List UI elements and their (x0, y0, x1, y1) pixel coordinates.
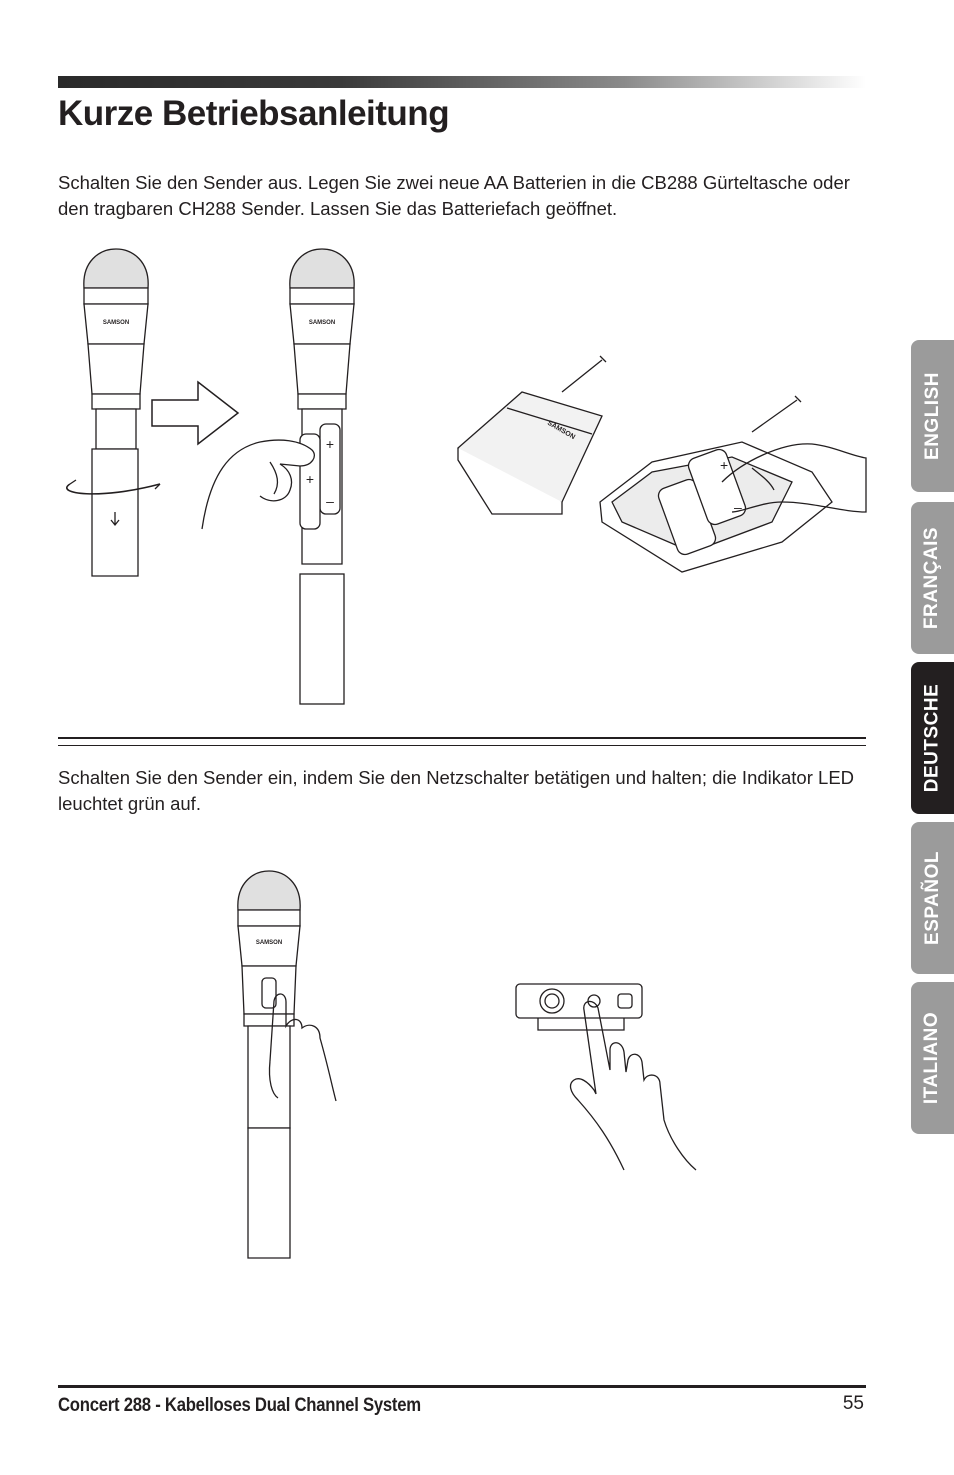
beltpack-brand-label: SAMSON (546, 419, 577, 442)
tab-francais[interactable] (911, 502, 954, 654)
beltpack-battery-plus: + (720, 457, 729, 473)
tab-deutsche[interactable] (911, 662, 954, 814)
tab-english[interactable] (911, 340, 954, 492)
tab-english-label: ENGLISH (921, 372, 943, 460)
battery-minus-sign: – (326, 493, 334, 509)
header-gradient-bar (58, 76, 866, 88)
footer-title: Concert 288 - Kabelloses Dual Channel System (58, 1395, 421, 1416)
beltpack-power-illustration (514, 980, 704, 1175)
handheld-mic-batteries-illustration (200, 244, 360, 709)
beltpack-illustration (452, 352, 868, 580)
mic-brand-label-2: SAMSON (308, 320, 336, 326)
tab-espanol[interactable] (911, 822, 954, 974)
battery-plus-sign-2: + (305, 471, 315, 487)
section-divider-thin (58, 745, 866, 746)
beltpack-battery-minus: – (734, 499, 742, 515)
battery-plus-sign: + (325, 436, 335, 452)
mic-brand-label: SAMSON (102, 320, 130, 326)
page-number: 55 (842, 1393, 864, 1414)
tab-francais-label: FRANÇAIS (921, 526, 943, 630)
handheld-mic-power-illustration (228, 866, 343, 1261)
mic-brand-label-3: SAMSON (255, 940, 283, 946)
tab-espanol-label: ESPAÑOL (921, 851, 943, 945)
section-divider-thick (58, 737, 866, 739)
instruction-step-2: Schalten Sie den Sender ein, indem Sie den Netzschalter betätigen und halten; die Indikator LED leuchtet grün auf. (58, 767, 855, 814)
instruction-step-1: Schalten Sie den Sender aus. Legen Sie zwei neue AA Batterien in die CB288 Gürteltasche oder den tragbaren CH288 Sender. Lassen Sie das Batteriefach geöffnet. (58, 172, 850, 219)
tab-italiano-label: ITALIANO (921, 1011, 943, 1105)
tab-italiano[interactable] (911, 982, 954, 1134)
page-title: Kurze Betriebsanleitung (58, 94, 450, 133)
footer-rule (58, 1385, 866, 1388)
tab-deutsche-label: DEUTSCHE (921, 683, 943, 793)
